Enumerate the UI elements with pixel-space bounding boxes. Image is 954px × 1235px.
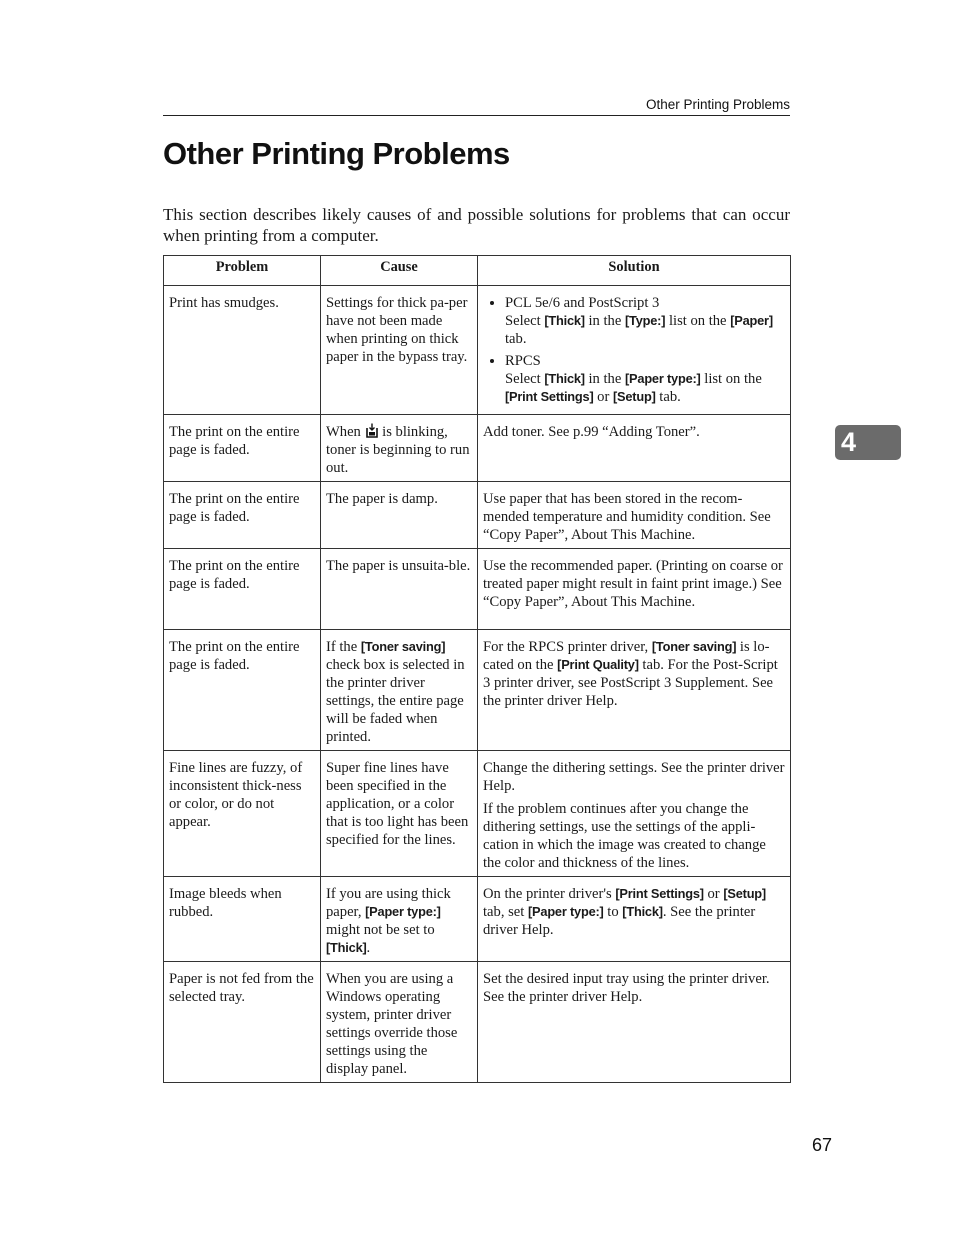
cause-cell: Super fine lines have been specified in the application, or a color that is too light has been specified for the lines. bbox=[321, 751, 478, 877]
text: tab. For the Post-Script 3 printer driver, see PostScript 3 Supplement. See the printer driver Help. bbox=[483, 657, 778, 709]
table-row bbox=[164, 286, 791, 415]
ui-keyword: [Thick] bbox=[544, 313, 585, 328]
problem-cell: The print on the entire page is faded. bbox=[164, 482, 321, 549]
ui-keyword: [Paper type:] bbox=[528, 904, 604, 919]
solution-item bbox=[505, 352, 785, 406]
text: If the bbox=[326, 639, 361, 655]
header-solution: Solution bbox=[478, 256, 791, 286]
table-row bbox=[164, 549, 791, 630]
text: When bbox=[326, 424, 365, 440]
ui-keyword: [Thick] bbox=[544, 371, 585, 386]
problem-cell: Image bleeds when rubbed. bbox=[164, 877, 321, 962]
cause-cell: The paper is unsuita-ble. bbox=[321, 549, 478, 630]
page-number: 67 bbox=[812, 1135, 833, 1155]
problem-cell: Fine lines are fuzzy, of inconsistent thick-ness or color, or do not appear. bbox=[164, 751, 321, 877]
text: might not be set to bbox=[326, 922, 435, 938]
problem-cell: The print on the entire page is faded. bbox=[164, 549, 321, 630]
text: . See the printer driver Help. bbox=[483, 904, 756, 938]
ui-keyword: [Toner saving] bbox=[360, 639, 446, 654]
cause-cell bbox=[321, 630, 478, 751]
solution-paragraph: If the problem continues after you change the dithering settings, use the settings of the appli-cation in which the image was created to change the color and thickness of the lines. bbox=[483, 801, 766, 871]
table-row bbox=[164, 630, 791, 751]
chapter-tab: 4 bbox=[835, 425, 901, 460]
running-header: Other Printing Problems bbox=[645, 97, 790, 112]
solution-cell bbox=[478, 286, 791, 415]
ui-keyword: [Type:] bbox=[625, 313, 666, 328]
header-cause: Cause bbox=[321, 256, 478, 286]
cause-cell bbox=[321, 877, 478, 962]
solution-paragraph: Change the dithering settings. See the printer driver Help. bbox=[483, 760, 785, 794]
table-row bbox=[164, 962, 791, 1083]
cause-cell: The paper is damp. bbox=[321, 482, 478, 549]
ui-keyword: [Setup] bbox=[723, 886, 766, 901]
text: If you are using thick paper, bbox=[326, 886, 451, 920]
problems-table bbox=[163, 255, 791, 1083]
text: in the bbox=[584, 371, 625, 387]
header-rule bbox=[163, 115, 790, 116]
text: Select bbox=[505, 371, 545, 387]
problem-cell: The print on the entire page is faded. bbox=[164, 415, 321, 482]
ui-keyword: [Paper] bbox=[730, 313, 773, 328]
text: tab. bbox=[505, 331, 527, 347]
solution-item-heading: RPCS bbox=[505, 353, 541, 369]
solution-cell: Use paper that has been stored in the recom-mended temperature and humidity condition. See “Copy Paper”, About This Machine. bbox=[478, 482, 791, 549]
table-row bbox=[164, 877, 791, 962]
table-row bbox=[164, 751, 791, 877]
intro-paragraph: This section describes likely causes of and possible solutions for problems that can occur when printing from a computer. bbox=[163, 205, 790, 245]
text: For the RPCS printer driver, bbox=[483, 639, 652, 655]
text: check box is selected in the printer driver settings, the entire page will be faded when printed. bbox=[326, 657, 465, 745]
ui-keyword: [Thick] bbox=[326, 940, 367, 955]
solution-cell bbox=[478, 630, 791, 751]
text: tab, set bbox=[483, 904, 528, 920]
text: Select bbox=[505, 313, 545, 329]
text: tab. bbox=[655, 389, 681, 405]
page-title: Other Printing Problems bbox=[163, 136, 510, 171]
text: or bbox=[593, 389, 613, 405]
table-row bbox=[164, 482, 791, 549]
solution-item bbox=[505, 294, 785, 348]
solution-list bbox=[483, 294, 785, 406]
solution-cell: Set the desired input tray using the printer driver. See the printer driver Help. bbox=[478, 962, 791, 1083]
problem-cell: The print on the entire page is faded. bbox=[164, 630, 321, 751]
text: is lo-cated on the bbox=[483, 639, 770, 673]
table-row bbox=[164, 415, 791, 482]
problem-cell: Print has smudges. bbox=[164, 286, 321, 415]
solution-cell: Use the recommended paper. (Printing on coarse or treated paper might result in faint print image.) See “Copy Paper”, About This Machine. bbox=[478, 549, 791, 630]
toner-icon bbox=[365, 423, 379, 438]
text: is blinking, toner is beginning to run out. bbox=[326, 424, 470, 476]
ui-keyword: [Print Settings] bbox=[615, 886, 704, 901]
ui-keyword: [Toner saving] bbox=[651, 639, 737, 654]
ui-keyword: [Thick] bbox=[622, 904, 663, 919]
problem-cell: Paper is not fed from the selected tray. bbox=[164, 962, 321, 1083]
cause-cell: When you are using a Windows operating system, printer driver settings override those settings using the display panel. bbox=[321, 962, 478, 1083]
ui-keyword: [Setup] bbox=[612, 389, 656, 404]
text: list on the bbox=[700, 371, 762, 387]
solution-item-heading: PCL 5e/6 and PostScript 3 bbox=[505, 295, 660, 311]
text: On the printer driver's bbox=[483, 886, 616, 902]
text: . bbox=[366, 940, 371, 956]
solution-cell bbox=[478, 877, 791, 962]
cause-cell bbox=[321, 415, 478, 482]
table-header-row bbox=[164, 256, 791, 286]
solution-cell: Add toner. See p.99 “Adding Toner”. bbox=[478, 415, 791, 482]
ui-keyword: [Print Quality] bbox=[557, 657, 639, 672]
cause-cell: Settings for thick pa-per have not been made when printing on thick paper in the bypass tray. bbox=[321, 286, 478, 415]
text: to bbox=[603, 904, 623, 920]
solution-cell bbox=[478, 751, 791, 877]
ui-keyword: [Print Settings] bbox=[505, 389, 594, 404]
text: list on the bbox=[665, 313, 731, 329]
header-problem: Problem bbox=[164, 256, 321, 286]
text: or bbox=[703, 886, 724, 902]
text: in the bbox=[584, 313, 625, 329]
ui-keyword: [Paper type:] bbox=[365, 904, 441, 919]
ui-keyword: [Paper type:] bbox=[625, 371, 701, 386]
